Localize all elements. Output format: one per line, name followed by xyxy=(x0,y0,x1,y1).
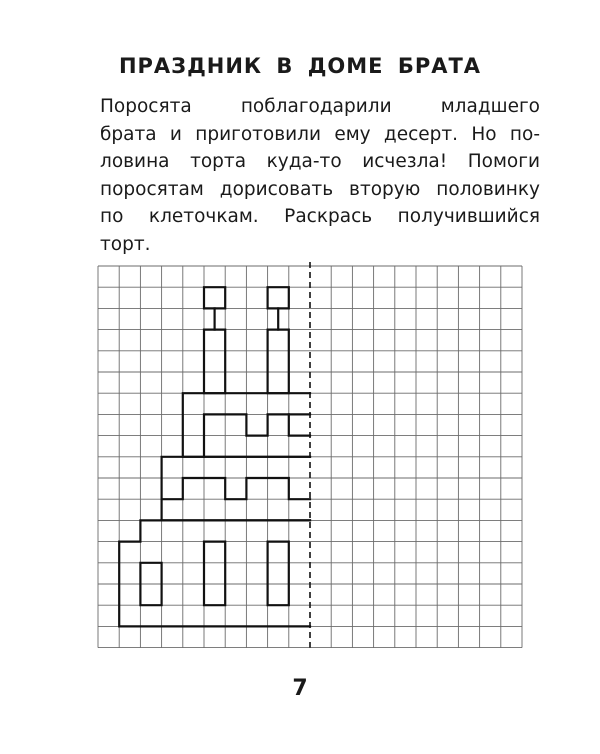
instruction-line: Поросята поблагодарили младшего xyxy=(100,96,540,117)
page-title: ПРАЗДНИК В ДОМЕ БРАТА xyxy=(118,54,482,78)
middle-tier-wave xyxy=(162,478,310,499)
candle-stem xyxy=(204,330,225,394)
instruction-line: торт. xyxy=(100,233,151,255)
bottom-window xyxy=(204,542,225,606)
top-tier-wave xyxy=(289,414,310,435)
candle-flame xyxy=(204,287,225,308)
instruction-line: брата и приготовили ему десерт. Но по- xyxy=(100,123,540,145)
candle-stem xyxy=(268,330,289,394)
instruction-line: ловина торта куда-то исчезла! Помоги xyxy=(100,151,540,173)
bottom-window xyxy=(268,542,289,606)
candle-flame xyxy=(268,287,289,308)
bottom-tier xyxy=(119,520,310,626)
instruction-line: по клеточкам. Раскрась получившийся xyxy=(100,206,540,228)
instruction-line: поросятам дорисовать вторую половинку xyxy=(100,178,540,200)
page-number: 7 xyxy=(292,676,308,701)
